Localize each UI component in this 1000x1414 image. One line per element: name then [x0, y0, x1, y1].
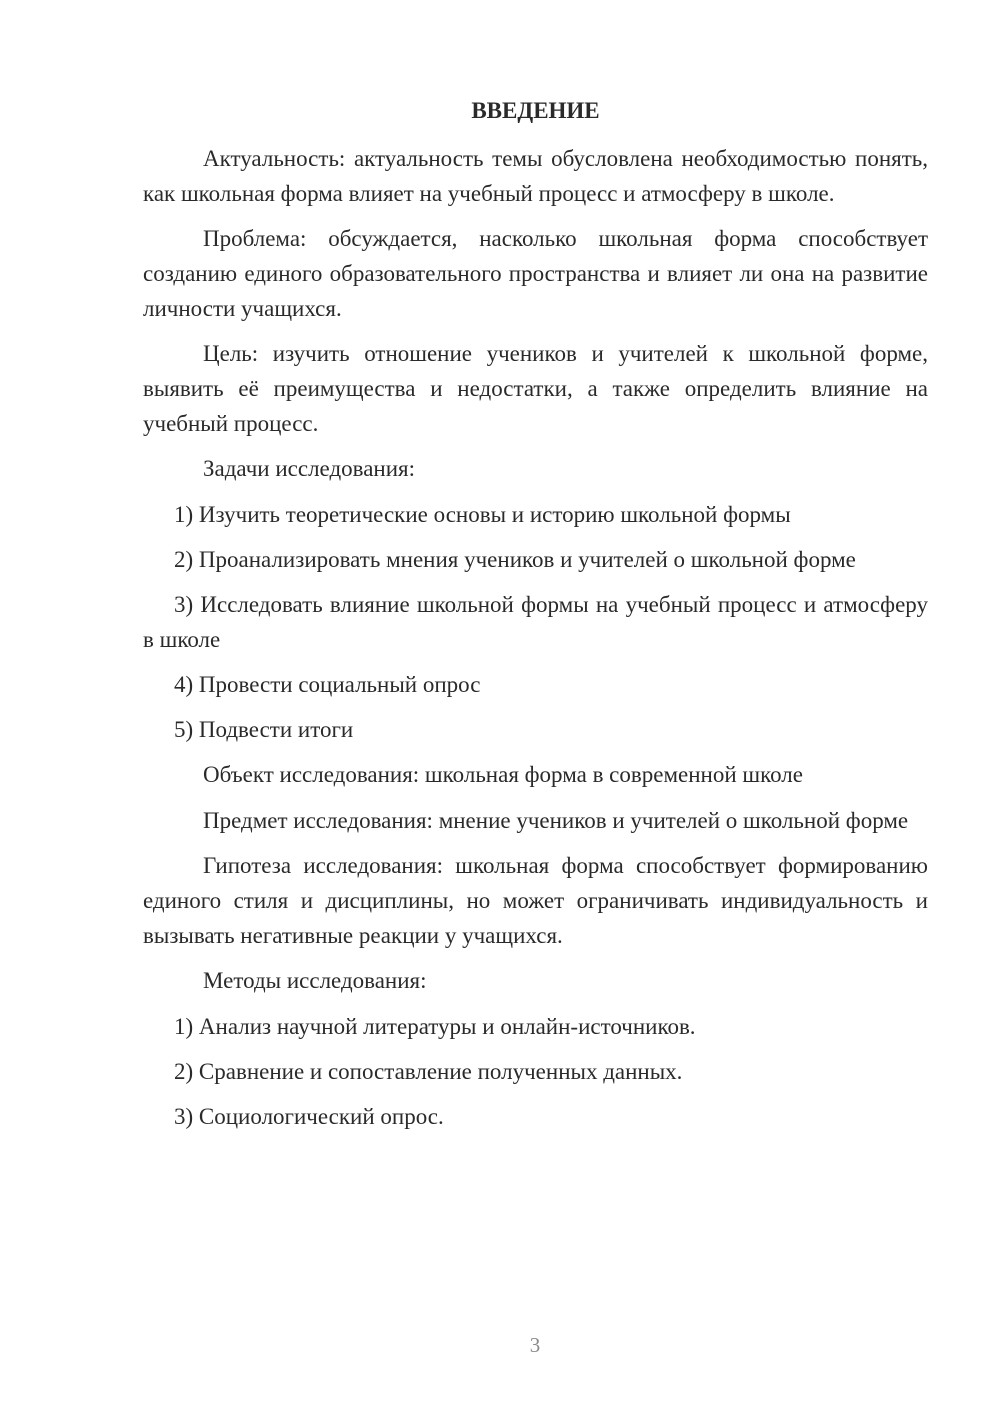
relevance-paragraph: Актуальность: актуальность темы обусловлена необходимостью понять, как школьная форма влияет на учебный процесс и атмосферу в школе. [143, 146, 928, 206]
method-item-3: 3) Социологический опрос. [174, 1104, 444, 1129]
hypothesis-paragraph: Гипотеза исследования: школьная форма способствует формированию единого стиля и дисциплины, но может ограничивать индивидуальность и вызывать негативные реакции у учащихся. [143, 853, 928, 948]
method-item-2: 2) Сравнение и сопоставление полученных данных. [174, 1059, 683, 1084]
object-paragraph: Объект исследования: школьная форма в современной школе [203, 762, 803, 787]
task-item-2: 2) Проанализировать мнения учеников и учителей о школьной форме [174, 547, 856, 572]
tasks-heading: Задачи исследования: [203, 456, 416, 481]
subject-paragraph: Предмет исследования: мнение учеников и учителей о школьной форме [203, 808, 909, 833]
task-item-5: 5) Подвести итоги [174, 717, 354, 742]
document-body [143, 95, 928, 1144]
task-item-1: 1) Изучить теоретические основы и историю школьной формы [174, 502, 791, 527]
method-item-1: 1) Анализ научной литературы и онлайн-источников. [174, 1014, 696, 1039]
goal-paragraph: Цель: изучить отношение учеников и учителей к школьной форме, выявить её преимущества и недостатки, а также определить влияние на учебный процесс. [143, 341, 928, 436]
problem-paragraph: Проблема: обсуждается, насколько школьная форма способствует созданию единого образовательного пространства и влияет ли она на развитие личности учащихся. [143, 226, 928, 321]
task-item-4: 4) Провести социальный опрос [174, 672, 481, 697]
methods-heading: Методы исследования: [203, 968, 427, 993]
section-title: ВВЕДЕНИЕ [471, 98, 600, 123]
page-number: 3 [529, 1333, 541, 1357]
task-item-3: 3) Исследовать влияние школьной формы на учебный процесс и атмосферу в школе [143, 592, 928, 652]
